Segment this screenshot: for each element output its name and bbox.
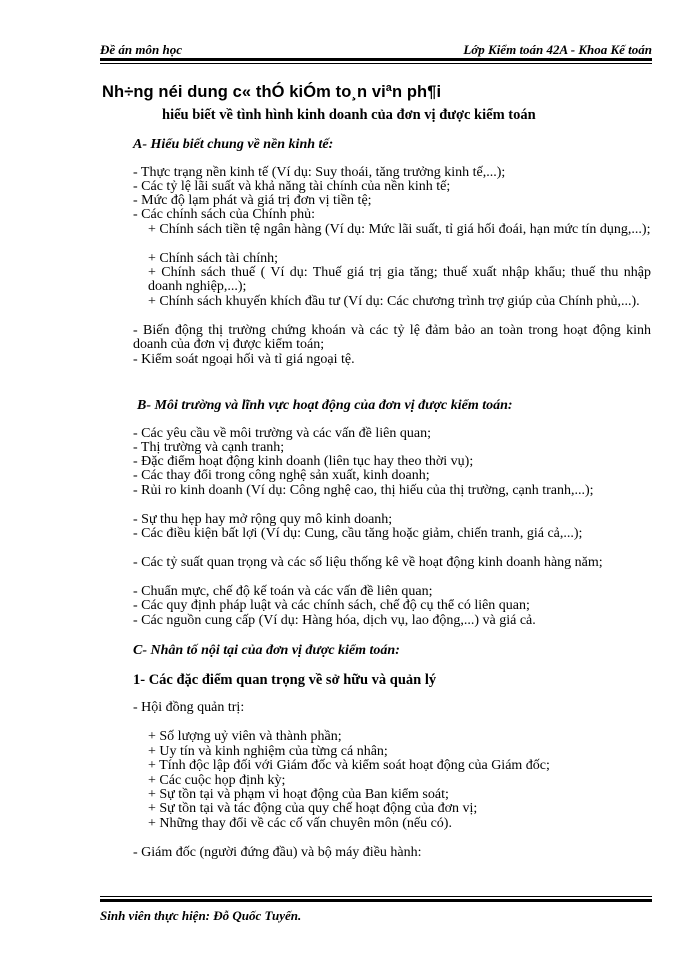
section-a-item: - Mức độ lạm phát và giá trị đơn vị tiền tệ; xyxy=(133,193,372,208)
section-b-item: - Các tỷ suất quan trọng và các số liệu thống kê về hoạt động kinh doanh hàng năm; xyxy=(133,555,603,570)
header-class: Lớp Kiểm toán 42A - Khoa Kế toán xyxy=(463,42,652,57)
section-a-item: - Thực trạng nền kinh tế (Ví dụ: Suy thoái, tăng trưởng kinh tế,...); xyxy=(133,165,506,180)
section-b-item: - Rủi ro kinh doanh (Ví dụ: Công nghệ cao, thị hiếu của thị trường, cạnh tranh,...); xyxy=(133,483,594,498)
section-a-item: - Các chính sách của Chính phủ: xyxy=(133,207,315,222)
footer-rule xyxy=(100,896,652,902)
section-b-item: - Đặc điểm hoạt động kinh doanh (liên tục hay theo thời vụ); xyxy=(133,454,474,469)
page-subtitle: hiểu biết về tình hình kinh doanh của đơn vị được kiểm toán xyxy=(162,107,536,123)
header-course: Đề án môn học xyxy=(100,42,182,57)
section-b-item: - Thị trường và cạnh tranh; xyxy=(133,440,285,455)
section-b-item: - Các thay đổi trong công nghệ sản xuất, kinh doanh; xyxy=(133,468,430,483)
section-a-item: - Kiểm soát ngoại hối và tỉ giá ngoại tệ. xyxy=(133,352,355,367)
page-footer: Sinh viên thực hiện: Đỗ Quốc Tuyến. xyxy=(100,908,302,923)
section-a-heading: A- Hiểu biết chung về nền kinh tế: xyxy=(133,137,334,152)
director-heading: - Giám đốc (người đứng đầu) và bộ máy điều hành: xyxy=(133,845,422,860)
section-a-item: - Biến động thị trường chứng khoán và các tỷ lệ đảm bảo an toàn trong hoạt động kinh doanh của đơn vị được kiểm toán; xyxy=(133,323,651,353)
section-a-subitem: + Chính sách khuyến khích đầu tư (Ví dụ: Các chương trình trợ giúp của Chính phủ,...). xyxy=(148,294,640,309)
section-a-subitem: + Chính sách thuế ( Ví dụ: Thuế giá trị gia tăng; thuế xuất nhập khẩu; thuế thu nhập doanh nghiệp,...); xyxy=(148,265,651,295)
page-title: Nh÷ng néi dung c« thÓ kiÓm to¸n viªn ph¶i xyxy=(102,83,442,101)
section-a-item: - Các tỷ lệ lãi suất và khả năng tài chính của nền kinh tế; xyxy=(133,179,451,194)
section-b-item: - Chuẩn mực, chế độ kế toán và các vấn đề liên quan; xyxy=(133,584,433,599)
section-a-subitem: + Chính sách tài chính; xyxy=(148,251,278,266)
section-c-heading: C- Nhân tố nội tại của đơn vị được kiểm toán: xyxy=(133,643,400,658)
section-b-item: - Các quy định pháp luật và các chính sách, chế độ cụ thể có liên quan; xyxy=(133,598,530,613)
section-b-item: - Các yêu cầu về môi trường và các vấn đề liên quan; xyxy=(133,426,431,441)
board-item: + Các cuộc họp định kỳ; xyxy=(148,773,286,788)
section-b-item: - Sự thu hẹp hay mở rộng quy mô kinh doanh; xyxy=(133,512,393,527)
section-c-subheading: 1- Các đặc điểm quan trọng về sở hữu và quản lý xyxy=(133,672,437,688)
section-b-heading: B- Môi trường và lĩnh vực hoạt động của đơn vị được kiểm toán: xyxy=(137,398,513,413)
board-item: + Số lượng uỷ viên và thành phần; xyxy=(148,729,342,744)
section-b-item: - Các điều kiện bất lợi (Ví dụ: Cung, cầu tăng hoặc giảm, chiến tranh, giá cả,...); xyxy=(133,526,583,541)
board-item: + Sự tồn tại và tác động của quy chế hoạt động của đơn vị; xyxy=(148,801,478,816)
header-rule xyxy=(100,58,652,64)
page-header xyxy=(100,40,652,60)
board-item: + Tính độc lập đối với Giám đốc và kiểm soát hoạt động của Giám đốc; xyxy=(148,758,550,773)
board-item: + Những thay đổi về các cố vấn chuyên môn (nếu có). xyxy=(148,816,452,831)
board-item: + Uy tín và kinh nghiệm của từng cá nhân; xyxy=(148,744,388,759)
board-heading: - Hội đồng quản trị: xyxy=(133,700,245,715)
section-b-item: - Các nguồn cung cấp (Ví dụ: Hàng hóa, dịch vụ, lao động,...) và giá cả. xyxy=(133,613,536,628)
section-a-subitem: + Chính sách tiền tệ ngân hàng (Ví dụ: Mức lãi suất, tỉ giá hối đoái, hạn mức tín dụng,...); xyxy=(148,222,651,237)
board-item: + Sự tồn tại và phạm vi hoạt động của Ban kiểm soát; xyxy=(148,787,449,802)
